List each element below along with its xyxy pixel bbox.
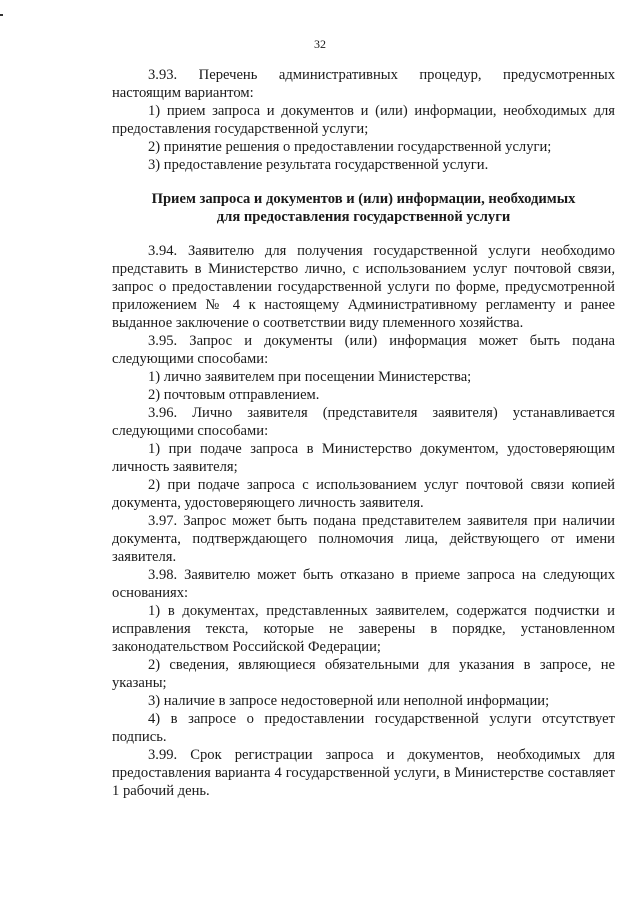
section-heading-line-2: для предоставления государственной услуги (216, 209, 511, 225)
paragraph-3-93: 3.93. Перечень административных процедур, предусмотренных настоящим вариантом: (112, 67, 615, 101)
list-item: 1) при подаче запроса в Министерство документом, удостоверяющим личность заявителя; (112, 441, 615, 475)
paragraph-3-97: 3.97. Запрос может быть подана представителем заявителя при наличии документа, подтверждающего полномочия лица, действующего от имени заявителя. (112, 513, 615, 565)
scan-mark (0, 14, 3, 16)
paragraph-3-99: 3.99. Срок регистрации запроса и документов, необходимых для предоставления варианта 4 государственной услуги, в Министерстве составляет 1 рабочий день. (112, 747, 615, 799)
paragraph-3-95: 3.95. Запрос и документы (или) информация может быть подана следующими способами: (112, 333, 615, 367)
document-body (112, 66, 615, 800)
list-item: 2) почтовым отправлением. (148, 387, 320, 403)
list-item: 3) предоставление результата государственной услуги. (148, 157, 489, 173)
list-item: 3) наличие в запросе недостоверной или неполной информации; (148, 693, 550, 709)
paragraph-3-96: 3.96. Лично заявителя (представителя заявителя) устанавливается следующими способами: (112, 405, 615, 439)
list-item: 2) сведения, являющиеся обязательными для указания в запросе, не указаны; (112, 657, 615, 691)
list-item: 1) лично заявителем при посещении Министерства; (148, 369, 472, 385)
section-heading-line-1: Прием запроса и документов и (или) информации, необходимых (151, 191, 576, 207)
list-item: 2) принятие решения о предоставлении государственной услуги; (148, 139, 552, 155)
list-item: 2) при подаче запроса с использованием услуг почтовой связи копией документа, удостоверяющего личность заявителя. (112, 477, 615, 511)
section-heading (112, 190, 615, 226)
page-number: 32 (314, 37, 326, 51)
paragraph-3-98: 3.98. Заявителю может быть отказано в приеме запроса на следующих основаниях: (112, 567, 615, 601)
paragraph-3-94: 3.94. Заявителю для получения государственной услуги необходимо представить в Министерство лично, с использованием услуг почтовой связи, запрос о предоставлении государственной услуги по форме, предусмотренной приложением № 4 к настоящему Административному регламенту и ранее выданное заключение о соответствии виду племенного хозяйства. (112, 243, 615, 331)
list-item: 4) в запросе о предоставлении государственной услуги отсутствует подпись. (112, 711, 615, 745)
list-item: 1) в документах, представленных заявителем, содержатся подчистки и исправления текста, которые не заверены в порядке, установленном законодательством Российской Федерации; (112, 603, 615, 655)
list-item: 1) прием запроса и документов и (или) информации, необходимых для предоставления государственной услуги; (112, 103, 615, 137)
